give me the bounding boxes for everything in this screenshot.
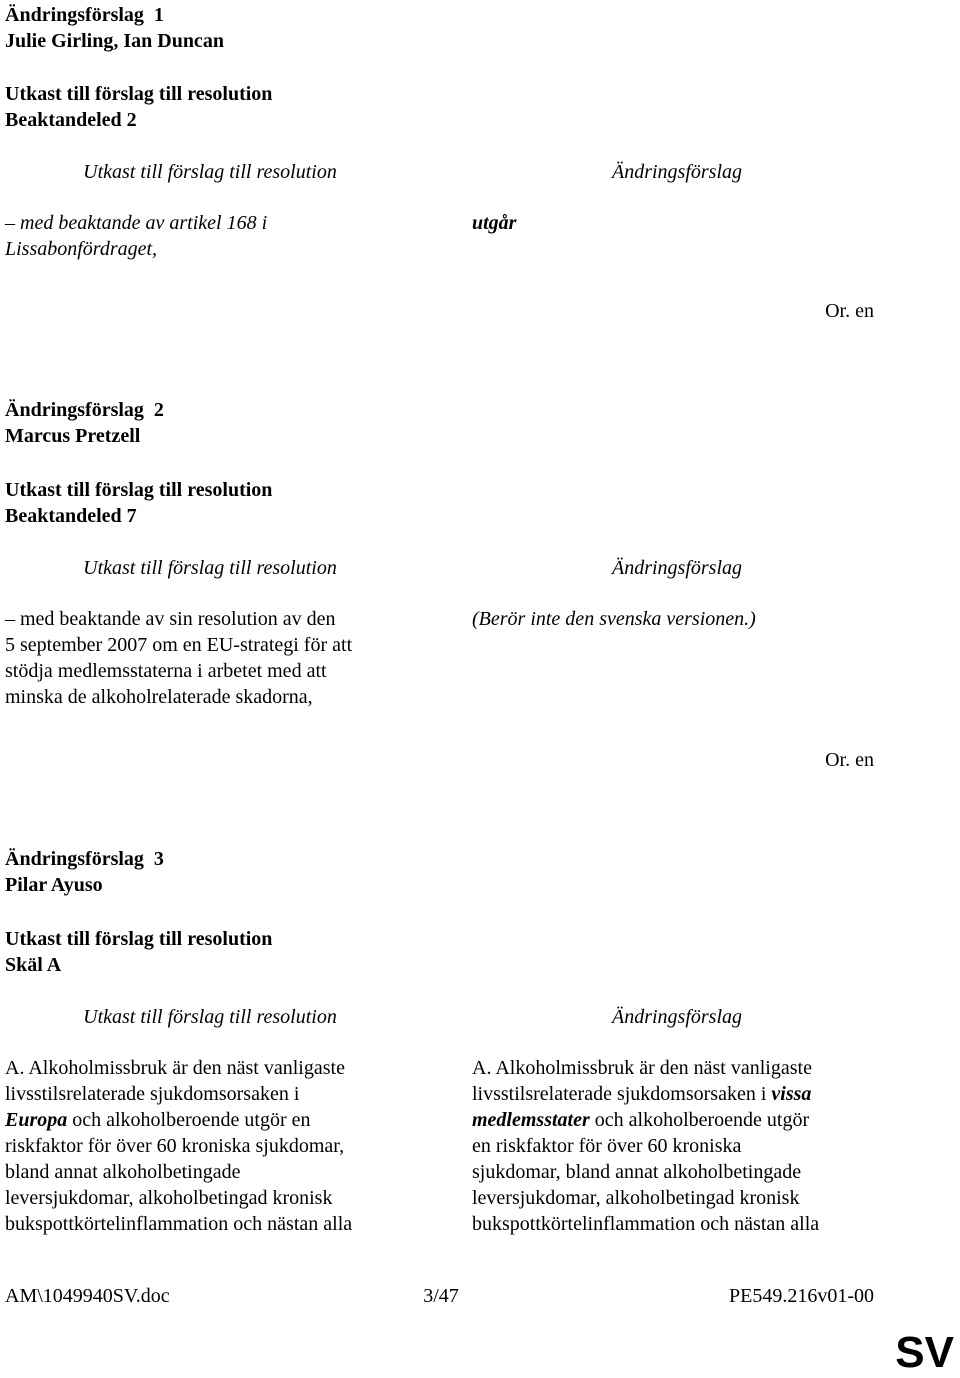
amendment-1-authors: Julie Girling, Ian Duncan bbox=[5, 30, 224, 52]
amendment-3-right-column-head: Ändringsförslag bbox=[611, 1006, 743, 1028]
emphasized-text: medlemsstater bbox=[472, 1109, 590, 1131]
text-segment: och alkoholberoende utgör bbox=[589, 1109, 810, 1131]
amendment-2-authors: Marcus Pretzell bbox=[5, 425, 141, 447]
text-line: livsstilsrelaterade sjukdomsorsaken i bbox=[5, 1083, 300, 1105]
amendment-3-location: Skäl A bbox=[5, 954, 62, 976]
amendment-1-left-column-head: Utkast till förslag till resolution bbox=[83, 161, 337, 183]
amendment-label: Ändringsförslag bbox=[5, 848, 144, 870]
amendment-2-amended-text bbox=[472, 606, 892, 632]
text-line bbox=[472, 1107, 892, 1133]
amendment-2-original-text bbox=[5, 606, 425, 710]
text-line: (Berör inte den svenska versionen.) bbox=[472, 608, 756, 630]
amendment-3-left-column-head: Utkast till förslag till resolution bbox=[83, 1006, 337, 1028]
amendment-label: Ändringsförslag bbox=[5, 399, 144, 421]
text-segment: livsstilsrelaterade sjukdomsorsaken i bbox=[472, 1083, 772, 1105]
emphasized-text: vissa bbox=[771, 1083, 812, 1105]
text-line: sjukdomar, bland annat alkoholbetingade bbox=[472, 1161, 802, 1183]
amendment-1-original-text bbox=[5, 210, 425, 262]
amendment-3-heading bbox=[5, 846, 164, 872]
amendment-1-right-column-head: Ändringsförslag bbox=[611, 161, 743, 183]
amendment-number: 1 bbox=[153, 4, 164, 26]
amendment-3-doc-type: Utkast till förslag till resolution bbox=[5, 928, 273, 950]
footer-page-number: 3/47 bbox=[423, 1285, 459, 1307]
text-line: stödja medlemsstaterna i arbetet med att bbox=[5, 660, 327, 682]
amendment-2-doc-type: Utkast till förslag till resolution bbox=[5, 479, 273, 501]
text-line: riskfaktor för över 60 kroniska sjukdomar, bbox=[5, 1135, 345, 1157]
amendment-2-original-language: Or. en bbox=[825, 749, 874, 771]
text-line: bland annat alkoholbetingade bbox=[5, 1161, 241, 1183]
amendment-number: 3 bbox=[153, 848, 164, 870]
language-code: SV bbox=[895, 1328, 954, 1377]
text-segment: och alkoholberoende utgör en bbox=[67, 1109, 311, 1131]
text-line: bukspottkörtelinflammation och nästan alla bbox=[472, 1213, 820, 1235]
text-line: en riskfaktor för över 60 kroniska bbox=[472, 1135, 742, 1157]
text-line: – med beaktande av artikel 168 i bbox=[5, 212, 268, 234]
emphasized-text: Europa bbox=[5, 1109, 68, 1131]
footer-doc-ref: AM\1049940SV.doc bbox=[5, 1285, 170, 1307]
text-line: leversjukdomar, alkoholbetingad kronisk bbox=[5, 1187, 333, 1209]
amendment-1-original-language: Or. en bbox=[825, 300, 874, 322]
amendment-label: Ändringsförslag bbox=[5, 4, 144, 26]
amendment-1-heading bbox=[5, 2, 164, 28]
text-line: A. Alkoholmissbruk är den näst vanligaste bbox=[5, 1057, 345, 1079]
text-line: A. Alkoholmissbruk är den näst vanligaste bbox=[472, 1057, 812, 1079]
text-line: utgår bbox=[472, 212, 517, 234]
text-line: bukspottkörtelinflammation och nästan alla bbox=[5, 1213, 353, 1235]
amendment-3-original-text bbox=[5, 1055, 425, 1237]
amendment-3-authors: Pilar Ayuso bbox=[5, 874, 103, 896]
footer-pe-ref: PE549.216v01-00 bbox=[729, 1285, 874, 1307]
amendment-2-heading bbox=[5, 397, 164, 423]
amendment-1-location: Beaktandeled 2 bbox=[5, 109, 137, 131]
amendment-2-location: Beaktandeled 7 bbox=[5, 505, 137, 527]
text-line: 5 september 2007 om en EU-strategi för att bbox=[5, 634, 353, 656]
text-line bbox=[472, 1081, 892, 1107]
amendment-2-right-column-head: Ändringsförslag bbox=[611, 557, 743, 579]
text-line: leversjukdomar, alkoholbetingad kronisk bbox=[472, 1187, 800, 1209]
amendment-2-left-column-head: Utkast till förslag till resolution bbox=[83, 557, 337, 579]
amendment-1-amended-text bbox=[472, 210, 892, 236]
amendment-number: 2 bbox=[153, 399, 164, 421]
amendment-1-doc-type: Utkast till förslag till resolution bbox=[5, 83, 273, 105]
text-line: Lissabonfördraget, bbox=[5, 238, 158, 260]
text-line bbox=[5, 1107, 425, 1133]
amendment-3-amended-text bbox=[472, 1055, 892, 1237]
text-line: minska de alkoholrelaterade skadorna, bbox=[5, 686, 313, 708]
text-line: – med beaktande av sin resolution av den bbox=[5, 608, 336, 630]
